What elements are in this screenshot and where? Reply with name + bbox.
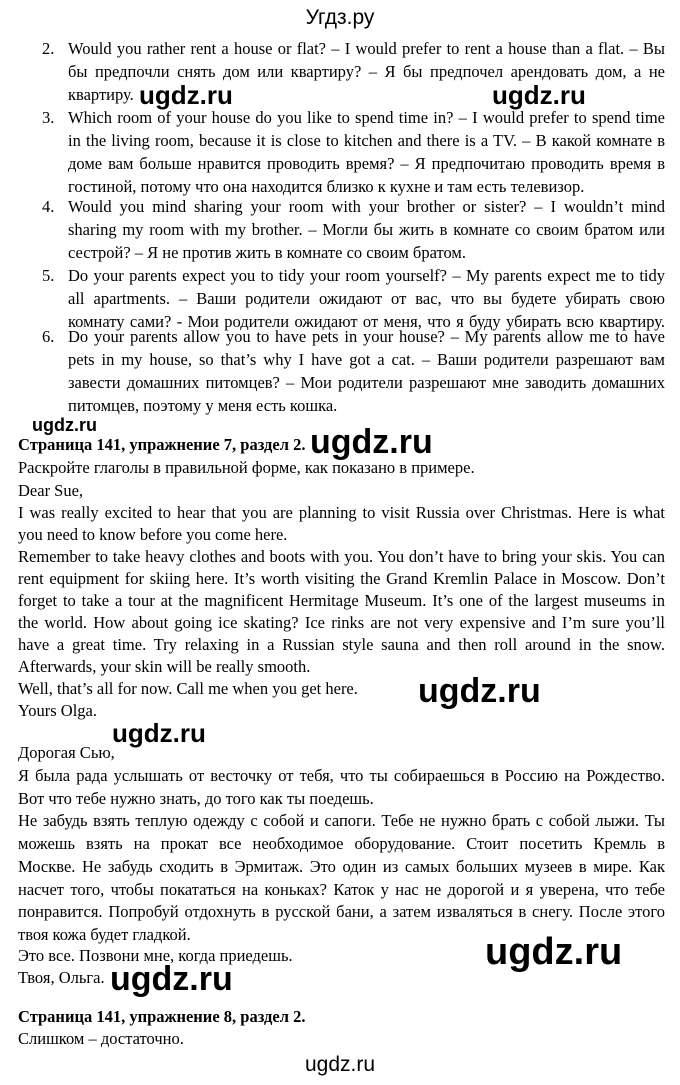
list-item-line: all apartments. – Ваши родители ожидают от вас, что вы будете убирать свою [68, 289, 665, 308]
list-item-line: квартиру. [68, 85, 134, 104]
letter-en-line: have a great time. Try relaxing in a Russian style sauna and then roll around in the snow. [18, 635, 665, 654]
list-item-line: pets in my house, so that’s why I have got a cat. – Ваши родители разрешают вам [68, 350, 665, 369]
letter-en-line: Afterwards, your skin will be really smooth. [18, 657, 311, 676]
letter-en-line: forget to take a tour at the magnificent Hermitage Museum. It’s one of the largest museums in [18, 591, 665, 610]
watermark: ugdz.ru [32, 415, 97, 435]
list-item-line: sharing my room with my brother. – Могли бы жить в комнате со своим братом или [68, 220, 665, 239]
list-item-line: сестрой? – Я не против жить в комнате со своим братом. [68, 243, 466, 262]
letter-ru-line: Не забудь взять теплую одежду с собой и сапоги. Тебе не нужно брать с собой лыжи. Ты [18, 811, 665, 830]
letter-ru-line: твоя кожа будет гладкой. [18, 925, 191, 944]
section-heading: Страница 141, упражнение 7, раздел 2. [18, 435, 306, 454]
letter-ru-line: понравится. Попробуй отдохнуть в русской бани, а затем изваляться в снегу. После этого [18, 902, 665, 921]
site-footer: ugdz.ru [304, 1053, 376, 1076]
list-item-number: 2. [42, 39, 55, 58]
section-heading: Страница 141, упражнение 8, раздел 2. [18, 1007, 306, 1026]
letter-en-line: I was really excited to hear that you are planning to visit Russia over Christmas. Here is what [18, 503, 665, 522]
list-item-number: 6. [42, 327, 55, 346]
letter-ru-line: Москве. Не забудь сходить в Эрмитаж. Это один из самых больших музеев в мире. Как [18, 857, 665, 876]
letter-en-line: Well, that’s all for now. Call me when you get here. [18, 679, 358, 698]
list-item-line: гостиной, потому что она находится близко к кухне и там есть телевизор. [68, 177, 585, 196]
letter-ru-line: Дорогая Сью, [18, 743, 115, 762]
letter-ru-line: Вот что тебе нужно знать, до того как ты поедешь. [18, 789, 374, 808]
watermark: ugdz.ru [310, 423, 433, 461]
watermark: ugdz.ru [110, 960, 233, 998]
watermark: ugdz.ru [112, 718, 206, 748]
letter-ru-line: Я была рада услышать от весточку от тебя, что ты собираешься в Россию на Рождество. [18, 766, 665, 785]
letter-en-line: rent equipment for skiing here. It’s worth visiting the Grand Kremlin Palace in Moscow. Don’t [18, 569, 665, 588]
letter-en-line: the world. How about going ice skating? Ice rinks are not very expensive and I’m sure you’ll [18, 613, 665, 632]
list-item-line: Would you rather rent a house or flat? – I would prefer to rent a house than a flat. – Вы [68, 39, 665, 58]
list-item-line: Do your parents allow you to have pets in your house? – My parents allow me to have [68, 327, 665, 346]
list-item-line: завести домашних питомцев? – Мои родители разрешают мне заводить домашних [68, 373, 665, 392]
list-item-line: комнату сами? - Мои родители ожидают от меня, что я буду убирать всю квартиру. [68, 312, 665, 331]
letter-en-line: Remember to take heavy clothes and boots with you. You don’t have to bring your skis. You can [18, 547, 665, 566]
letter-en-line: Yours Olga. [18, 701, 98, 720]
list-item-line: доме вам больше нравится проводить время? – Я предпочитаю проводить время в [68, 154, 665, 173]
list-item-number: 4. [42, 197, 55, 216]
instruction-text: Раскройте глаголы в правильной форме, как показано в примере. [18, 458, 475, 477]
letter-en-line: you need to know before you come here. [18, 525, 288, 544]
list-item-line: питомцев, поэтому у меня есть кошка. [68, 396, 338, 415]
list-item-line: Which room of your house do you like to spend time in? – I would prefer to spend time [68, 108, 665, 127]
watermark: ugdz.ru [418, 672, 541, 710]
letter-ru-line: Это все. Позвони мне, когда приедешь. [18, 946, 293, 965]
letter-ru-line: Твоя, Ольга. [18, 968, 105, 987]
list-item-line: in the living room, because it is close to kitchen and there is a TV. – В какой комнате в [68, 131, 665, 150]
letter-en-line: Dear Sue, [18, 481, 84, 500]
site-header: Угдз.ру [305, 6, 375, 29]
list-item-number: 3. [42, 108, 55, 127]
watermark: ugdz.ru [139, 80, 233, 110]
letter-ru-line: можешь взять на прокат все необходимое оборудование. Стоит посетить Кремль в [18, 834, 665, 853]
list-item-line: Do your parents expect you to tidy your room yourself? – My parents expect me to tidy [68, 266, 665, 285]
watermark: ugdz.ru [485, 931, 623, 973]
list-item-number: 5. [42, 266, 55, 285]
watermark: ugdz.ru [492, 80, 586, 110]
section-text: Слишком – достаточно. [18, 1029, 184, 1048]
letter-ru-line: насчет того, чтобы покататься на коньках? Каток у нас не дорогой и я уверена, что тебе [18, 880, 665, 899]
list-item-line: бы предпочли снять дом или квартиру? – Я бы предпочел арендовать дом, а не [68, 62, 665, 81]
list-item-line: Would you mind sharing your room with your brother or sister? – I wouldn’t mind [68, 197, 665, 216]
